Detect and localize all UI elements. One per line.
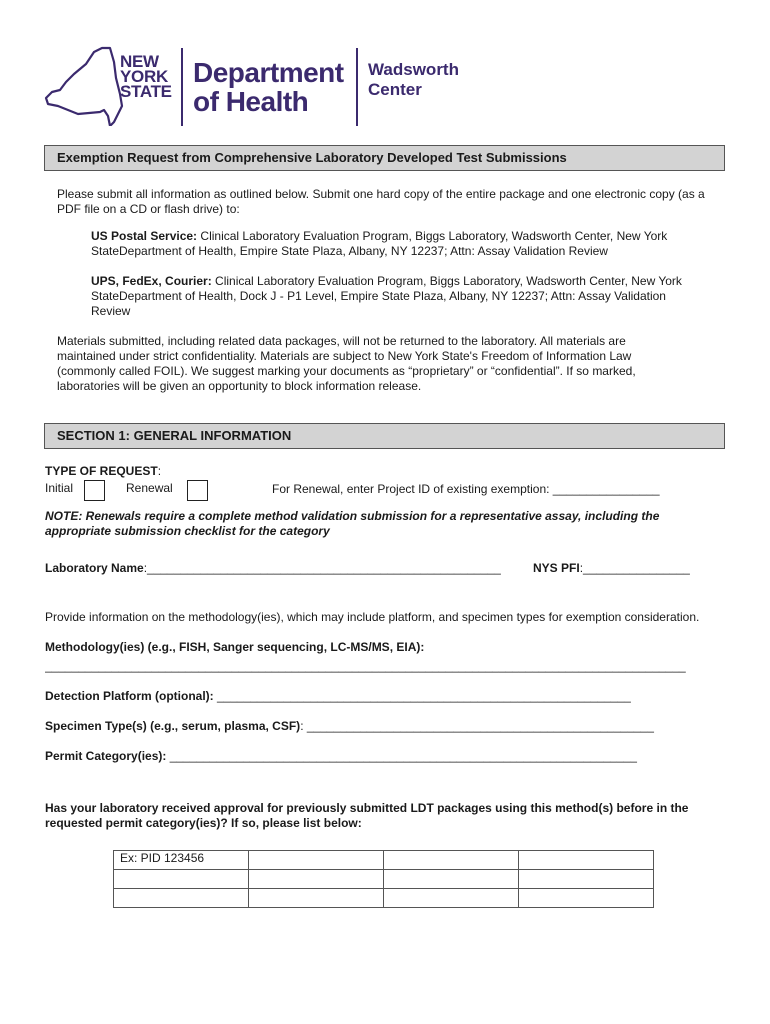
- initial-label: Initial: [45, 481, 74, 495]
- methodology-instructions: Provide information on the methodology(ies), which may include platform, and specimen types for exemption consideration.: [45, 610, 700, 624]
- logo-divider: [181, 48, 183, 126]
- intro-text: Please submit all information as outlined below. Submit one hard copy of the entire package and one electronic copy (as a PDF file on a CD or flash drive) to:: [57, 187, 705, 216]
- nys-pfi-field[interactable]: NYS PFI:________________: [533, 561, 690, 575]
- nys-map-icon: [44, 44, 124, 131]
- ups-label: UPS, FedEx, Courier:: [91, 274, 212, 288]
- type-of-request-label: TYPE OF REQUEST:: [45, 464, 162, 478]
- form-title: Exemption Request from Comprehensive Laboratory Developed Test Submissions: [57, 150, 567, 165]
- specimen-type-field[interactable]: Specimen Type(s) (e.g., serum, plasma, CSF): ____________________________________________________: [45, 719, 654, 733]
- table-cell[interactable]: [384, 870, 519, 889]
- table-cell[interactable]: [384, 889, 519, 908]
- pid-table: [113, 850, 654, 908]
- laboratory-name-field[interactable]: Laboratory Name:_____________________________________________________: [45, 561, 501, 575]
- logo-divider-2: [356, 48, 358, 126]
- materials-text: Materials submitted, including related data packages, will not be returned to the laboratory. All materials are maintained under strict confidentiality. Materials are subject to New York State's Freedom of Information Law (commonly called FOIL). We suggest marking your documents as “proprietary” or “confidential”. If so marked, laboratories will be given an opportunity to block information release.: [57, 334, 636, 393]
- table-cell[interactable]: [114, 870, 249, 889]
- ups-text: Clinical Laboratory Evaluation Program, Biggs Laboratory, Wadsworth Center, New York StateDepartment of Health, Dock J - P1 Level, Empire State Plaza, Albany, NY 12237; Attn: Assay Validation Review: [91, 274, 682, 318]
- table-cell[interactable]: [249, 889, 384, 908]
- approval-question: Has your laboratory received approval for previously submitted LDT packages using this method(s) before in the requested permit category(ies)? If so, please list below:: [45, 801, 689, 830]
- ups-address: [91, 274, 691, 319]
- usps-address: [91, 229, 701, 259]
- table-cell[interactable]: [249, 851, 384, 870]
- table-row: [114, 870, 654, 889]
- detection-platform-field[interactable]: Detection Platform (optional): ______________________________________________________________: [45, 689, 631, 703]
- table-cell[interactable]: [519, 851, 654, 870]
- table-cell[interactable]: [384, 851, 519, 870]
- table-cell[interactable]: [249, 870, 384, 889]
- logo-state-text: NEW YORK STATE: [120, 52, 172, 101]
- table-cell[interactable]: [519, 870, 654, 889]
- table-row: [114, 889, 654, 908]
- table-cell[interactable]: [114, 889, 249, 908]
- table-cell[interactable]: [519, 889, 654, 908]
- section-1-title: SECTION 1: GENERAL INFORMATION: [57, 428, 292, 443]
- renewal-label: Renewal: [126, 481, 173, 495]
- table-cell[interactable]: Ex: PID 123456: [114, 851, 249, 870]
- methodology-label: Methodology(ies) (e.g., FISH, Sanger sequencing, LC-MS/MS, EIA):: [45, 640, 425, 654]
- form-title-banner: [44, 145, 725, 171]
- usps-text: Clinical Laboratory Evaluation Program, Biggs Laboratory, Wadsworth Center, New York StateDepartment of Health, Empire State Plaza, Albany, NY 12237; Attn: Assay Validation Review: [91, 229, 668, 258]
- initial-checkbox[interactable]: [84, 480, 105, 501]
- usps-label: US Postal Service:: [91, 229, 198, 243]
- department-of-health-logo: Department of Health: [193, 57, 344, 117]
- methodology-field[interactable]: ________________________________________________________________________________________________: [45, 659, 686, 673]
- renewal-project-id-field[interactable]: For Renewal, enter Project ID of existing exemption: ________________: [272, 482, 660, 496]
- renewal-note: NOTE: Renewals require a complete method validation submission for a representative assay, including the appropriate submission checklist for the category: [45, 509, 660, 538]
- permit-category-field[interactable]: Permit Category(ies): ______________________________________________________________________: [45, 749, 637, 763]
- renewal-checkbox[interactable]: [187, 480, 208, 501]
- table-row: [114, 851, 654, 870]
- section-1-banner: [44, 423, 725, 449]
- wadsworth-center-logo: Wadsworth Center: [368, 60, 459, 99]
